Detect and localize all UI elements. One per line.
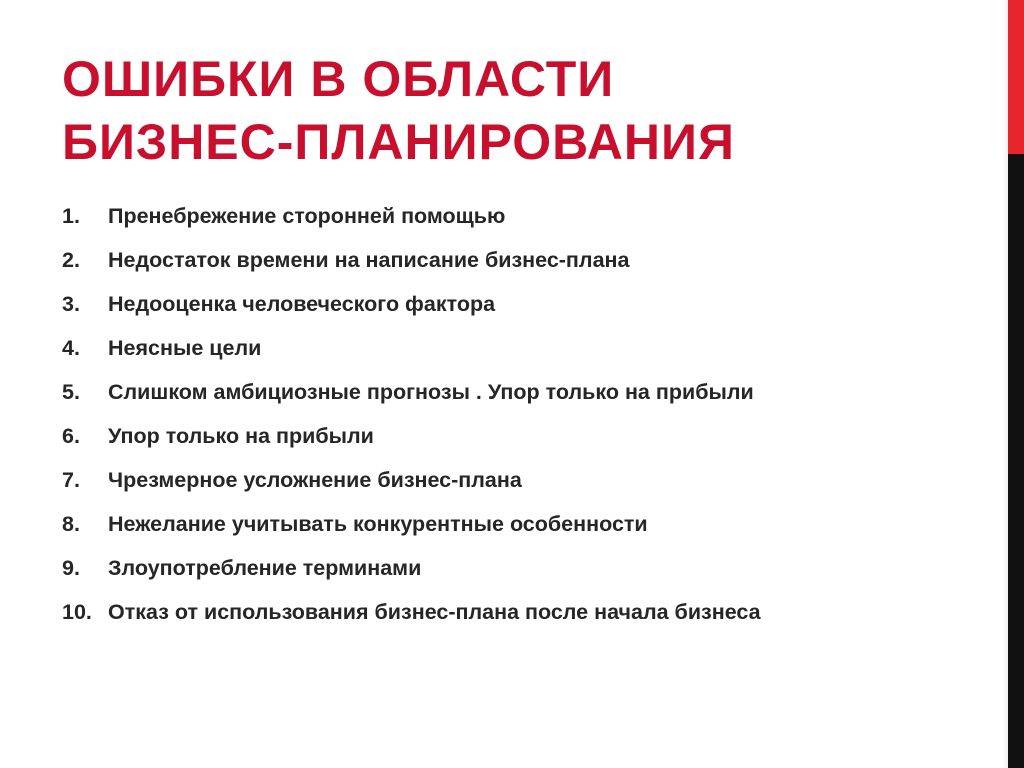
list-item-text: Нежелание учитывать конкурентные особенности — [108, 512, 648, 536]
list-item — [62, 245, 962, 275]
edge-dark-bar — [1008, 154, 1024, 768]
list-item-number: 4. — [62, 336, 80, 360]
list-item — [62, 333, 962, 363]
list-item-number: 3. — [62, 292, 80, 316]
list-item-text: Злоупотребление терминами — [108, 556, 422, 580]
list-item — [62, 597, 962, 627]
list-item-number: 2. — [62, 248, 80, 272]
list-item — [62, 421, 962, 451]
list-item — [62, 553, 962, 583]
list-item-text: Пренебрежение сторонней помощью — [108, 204, 506, 228]
list-item-number: 6. — [62, 424, 80, 448]
list-item-text: Недооценка человеческого фактора — [108, 292, 496, 316]
slide-title-line-1: ОШИБКИ В ОБЛАСТИ — [62, 51, 615, 107]
list-item-text: Отказ от использования бизнес-плана после начала бизнеса — [108, 600, 761, 624]
list-item-text: Упор только на прибыли — [108, 424, 374, 448]
list-item-text: Неясные цели — [108, 336, 262, 360]
list-item-number: 8. — [62, 512, 80, 536]
edge-accent-bar — [1008, 0, 1024, 154]
mistakes-list — [62, 201, 962, 641]
list-item — [62, 465, 962, 495]
list-item — [62, 289, 962, 319]
list-item — [62, 377, 962, 407]
slide-title — [62, 48, 982, 174]
list-item-text: Чрезмерное усложнение бизнес-плана — [108, 468, 522, 492]
list-item-number: 5. — [62, 380, 80, 404]
list-item — [62, 509, 962, 539]
list-item-number: 9. — [62, 556, 80, 580]
slide-title-line-2: БИЗНЕС-ПЛАНИРОВАНИЯ — [62, 114, 735, 170]
list-item — [62, 201, 962, 231]
list-item-number: 1. — [62, 204, 80, 228]
list-item-number: 10. — [62, 600, 92, 624]
list-item-text: Слишком амбициозные прогнозы . Упор только на прибыли — [108, 380, 754, 404]
list-item-number: 7. — [62, 468, 80, 492]
list-item-text: Недостаток времени на написание бизнес-плана — [108, 248, 630, 272]
